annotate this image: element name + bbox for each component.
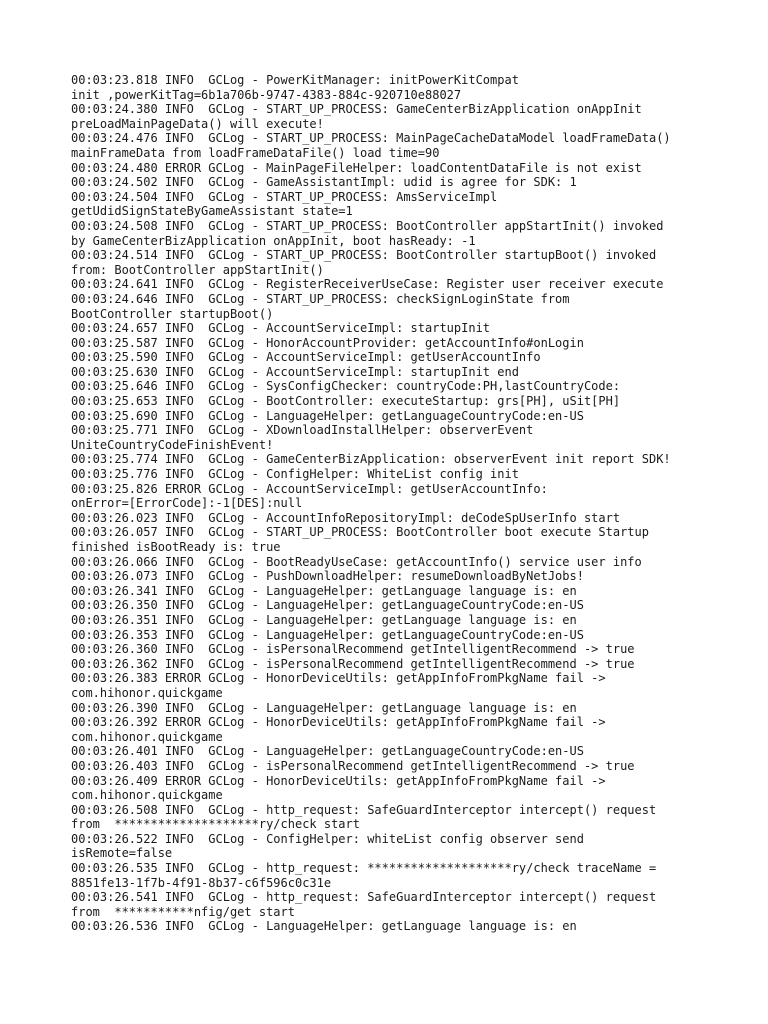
log-line: 00:03:25.630 INFO GCLog - AccountServiceImpl: startupInit end (71, 364, 519, 379)
log-line: from: BootController appStartInit() (71, 262, 324, 277)
log-line: by GameCenterBizApplication onAppInit, boot hasReady: -1 (71, 233, 476, 248)
log-line: from ********************ry/check start (71, 817, 360, 832)
log-line: 00:03:25.590 INFO GCLog - AccountServiceImpl: getUserAccountInfo (71, 350, 541, 365)
log-line: 00:03:25.776 INFO GCLog - ConfigHelper: WhiteList config init (71, 467, 519, 482)
log-line: 00:03:26.522 INFO GCLog - ConfigHelper: whiteList config observer send (71, 831, 584, 846)
log-line: from ***********nfig/get start (71, 904, 295, 919)
log-line: init ,powerKitTag=6b1a706b-9747-4383-884c-920710e88027 (71, 87, 462, 102)
log-line: com.hihonor.quickgame (71, 729, 223, 744)
log-line: 00:03:24.476 INFO GCLog - START_UP_PROCESS: MainPageCacheDataModel loadFrameData() (71, 131, 671, 146)
log-line: 00:03:24.641 INFO GCLog - RegisterReceiverUseCase: Register user receiver execute (71, 277, 664, 292)
log-line: 00:03:26.353 INFO GCLog - LanguageHelper: getLanguageCountryCode:en-US (71, 627, 584, 642)
log-line: 8851fe13-1f7b-4f91-8b37-c6f596c0c31e (71, 875, 332, 890)
log-line: finished isBootReady is: true (71, 540, 281, 554)
log-line: 00:03:24.504 INFO GCLog - START_UP_PROCESS: AmsServiceImpl (71, 189, 498, 204)
log-line: BootController startupBoot() (71, 306, 274, 321)
log-line: preLoadMainPageData() will execute! (71, 116, 324, 131)
log-line: 00:03:25.653 INFO GCLog - BootController: executeStartup: grs[PH], uSit[PH] (71, 394, 621, 409)
log-line: 00:03:26.390 INFO GCLog - LanguageHelper: getLanguage language is: en (71, 700, 577, 715)
log-line: 00:03:26.508 INFO GCLog - http_request: SafeGuardInterceptor intercept() request (71, 802, 657, 817)
log-line: 00:03:23.818 INFO GCLog - PowerKitManager: initPowerKitCompat (71, 73, 519, 87)
log-line: 00:03:26.541 INFO GCLog - http_request: SafeGuardInterceptor intercept() request (71, 890, 657, 905)
log-line: 00:03:26.351 INFO GCLog - LanguageHelper: getLanguage language is: en (71, 612, 577, 627)
log-line: 00:03:26.023 INFO GCLog - AccountInfoRepositoryImpl: deCodeSpUserInfo start (71, 510, 621, 525)
log-line: UniteCountryCodeFinishEvent! (71, 437, 274, 452)
log-line: mainFrameData from loadFrameDataFile() load time=90 (71, 145, 440, 160)
log-line: 00:03:26.383 ERROR GCLog - HonorDeviceUtils: getAppInfoFromPkgName fail -> (71, 671, 606, 686)
log-line: 00:03:25.690 INFO GCLog - LanguageHelper: getLanguageCountryCode:en-US (71, 408, 584, 423)
log-line: 00:03:26.066 INFO GCLog - BootReadyUseCase: getAccountInfo() service user info (71, 554, 642, 569)
log-line: 00:03:25.587 INFO GCLog - HonorAccountProvider: getAccountInfo#onLogin (71, 335, 584, 350)
log-line: 00:03:26.350 INFO GCLog - LanguageHelper: getLanguageCountryCode:en-US (71, 598, 584, 613)
log-line: 00:03:26.360 INFO GCLog - isPersonalRecommend getIntelligentRecommend -> true (71, 642, 635, 657)
log-line: 00:03:24.502 INFO GCLog - GameAssistantImpl: udid is agree for SDK: 1 (71, 175, 577, 190)
log-line: 00:03:26.536 INFO GCLog - LanguageHelper: getLanguage language is: en (71, 919, 577, 934)
log-line: 00:03:26.362 INFO GCLog - isPersonalRecommend getIntelligentRecommend -> true (71, 656, 635, 671)
log-line: 00:03:26.057 INFO GCLog - START_UP_PROCESS: BootController boot execute Startup (71, 525, 649, 540)
log-line: 00:03:24.514 INFO GCLog - START_UP_PROCESS: BootController startupBoot() invoked (71, 248, 657, 263)
log-line: onError=[ErrorCode]:-1[DES]:null (71, 496, 303, 511)
log-line: 00:03:24.508 INFO GCLog - START_UP_PROCESS: BootController appStartInit() invoked (71, 218, 664, 233)
log-line: isRemote=false (71, 846, 173, 861)
log-text-block (71, 73, 731, 934)
log-line: 00:03:25.646 INFO GCLog - SysConfigChecker: countryCode:PH,lastCountryCode: (71, 379, 621, 394)
log-line: 00:03:24.646 INFO GCLog - START_UP_PROCESS: checkSignLoginState from (71, 291, 570, 306)
log-line: 00:03:26.401 INFO GCLog - LanguageHelper: getLanguageCountryCode:en-US (71, 744, 584, 759)
log-line: 00:03:26.409 ERROR GCLog - HonorDeviceUtils: getAppInfoFromPkgName fail -> (71, 773, 606, 788)
log-line: 00:03:25.826 ERROR GCLog - AccountServiceImpl: getUserAccountInfo: (71, 481, 548, 496)
log-line: com.hihonor.quickgame (71, 685, 223, 700)
log-line: 00:03:26.535 INFO GCLog - http_request: ********************ry/check traceName = (71, 861, 657, 876)
log-line: 00:03:26.341 INFO GCLog - LanguageHelper: getLanguage language is: en (71, 583, 577, 598)
log-line: com.hihonor.quickgame (71, 788, 223, 803)
log-line: getUdidSignStateByGameAssistant state=1 (71, 204, 353, 219)
log-line: 00:03:26.392 ERROR GCLog - HonorDeviceUtils: getAppInfoFromPkgName fail -> (71, 715, 606, 730)
log-line: 00:03:24.657 INFO GCLog - AccountServiceImpl: startupInit (71, 321, 491, 336)
log-line: 00:03:25.771 INFO GCLog - XDownloadInstallHelper: observerEvent (71, 423, 534, 438)
log-line: 00:03:26.403 INFO GCLog - isPersonalRecommend getIntelligentRecommend -> true (71, 758, 635, 773)
log-line: 00:03:25.774 INFO GCLog - GameCenterBizApplication: observerEvent init report SDK! (71, 452, 671, 467)
log-line: 00:03:24.380 INFO GCLog - START_UP_PROCESS: GameCenterBizApplication onAppInit (71, 102, 642, 117)
log-line: 00:03:26.073 INFO GCLog - PushDownloadHelper: resumeDownloadByNetJobs! (71, 569, 584, 584)
log-line: 00:03:24.480 ERROR GCLog - MainPageFileHelper: loadContentDataFile is not exist (71, 160, 642, 175)
